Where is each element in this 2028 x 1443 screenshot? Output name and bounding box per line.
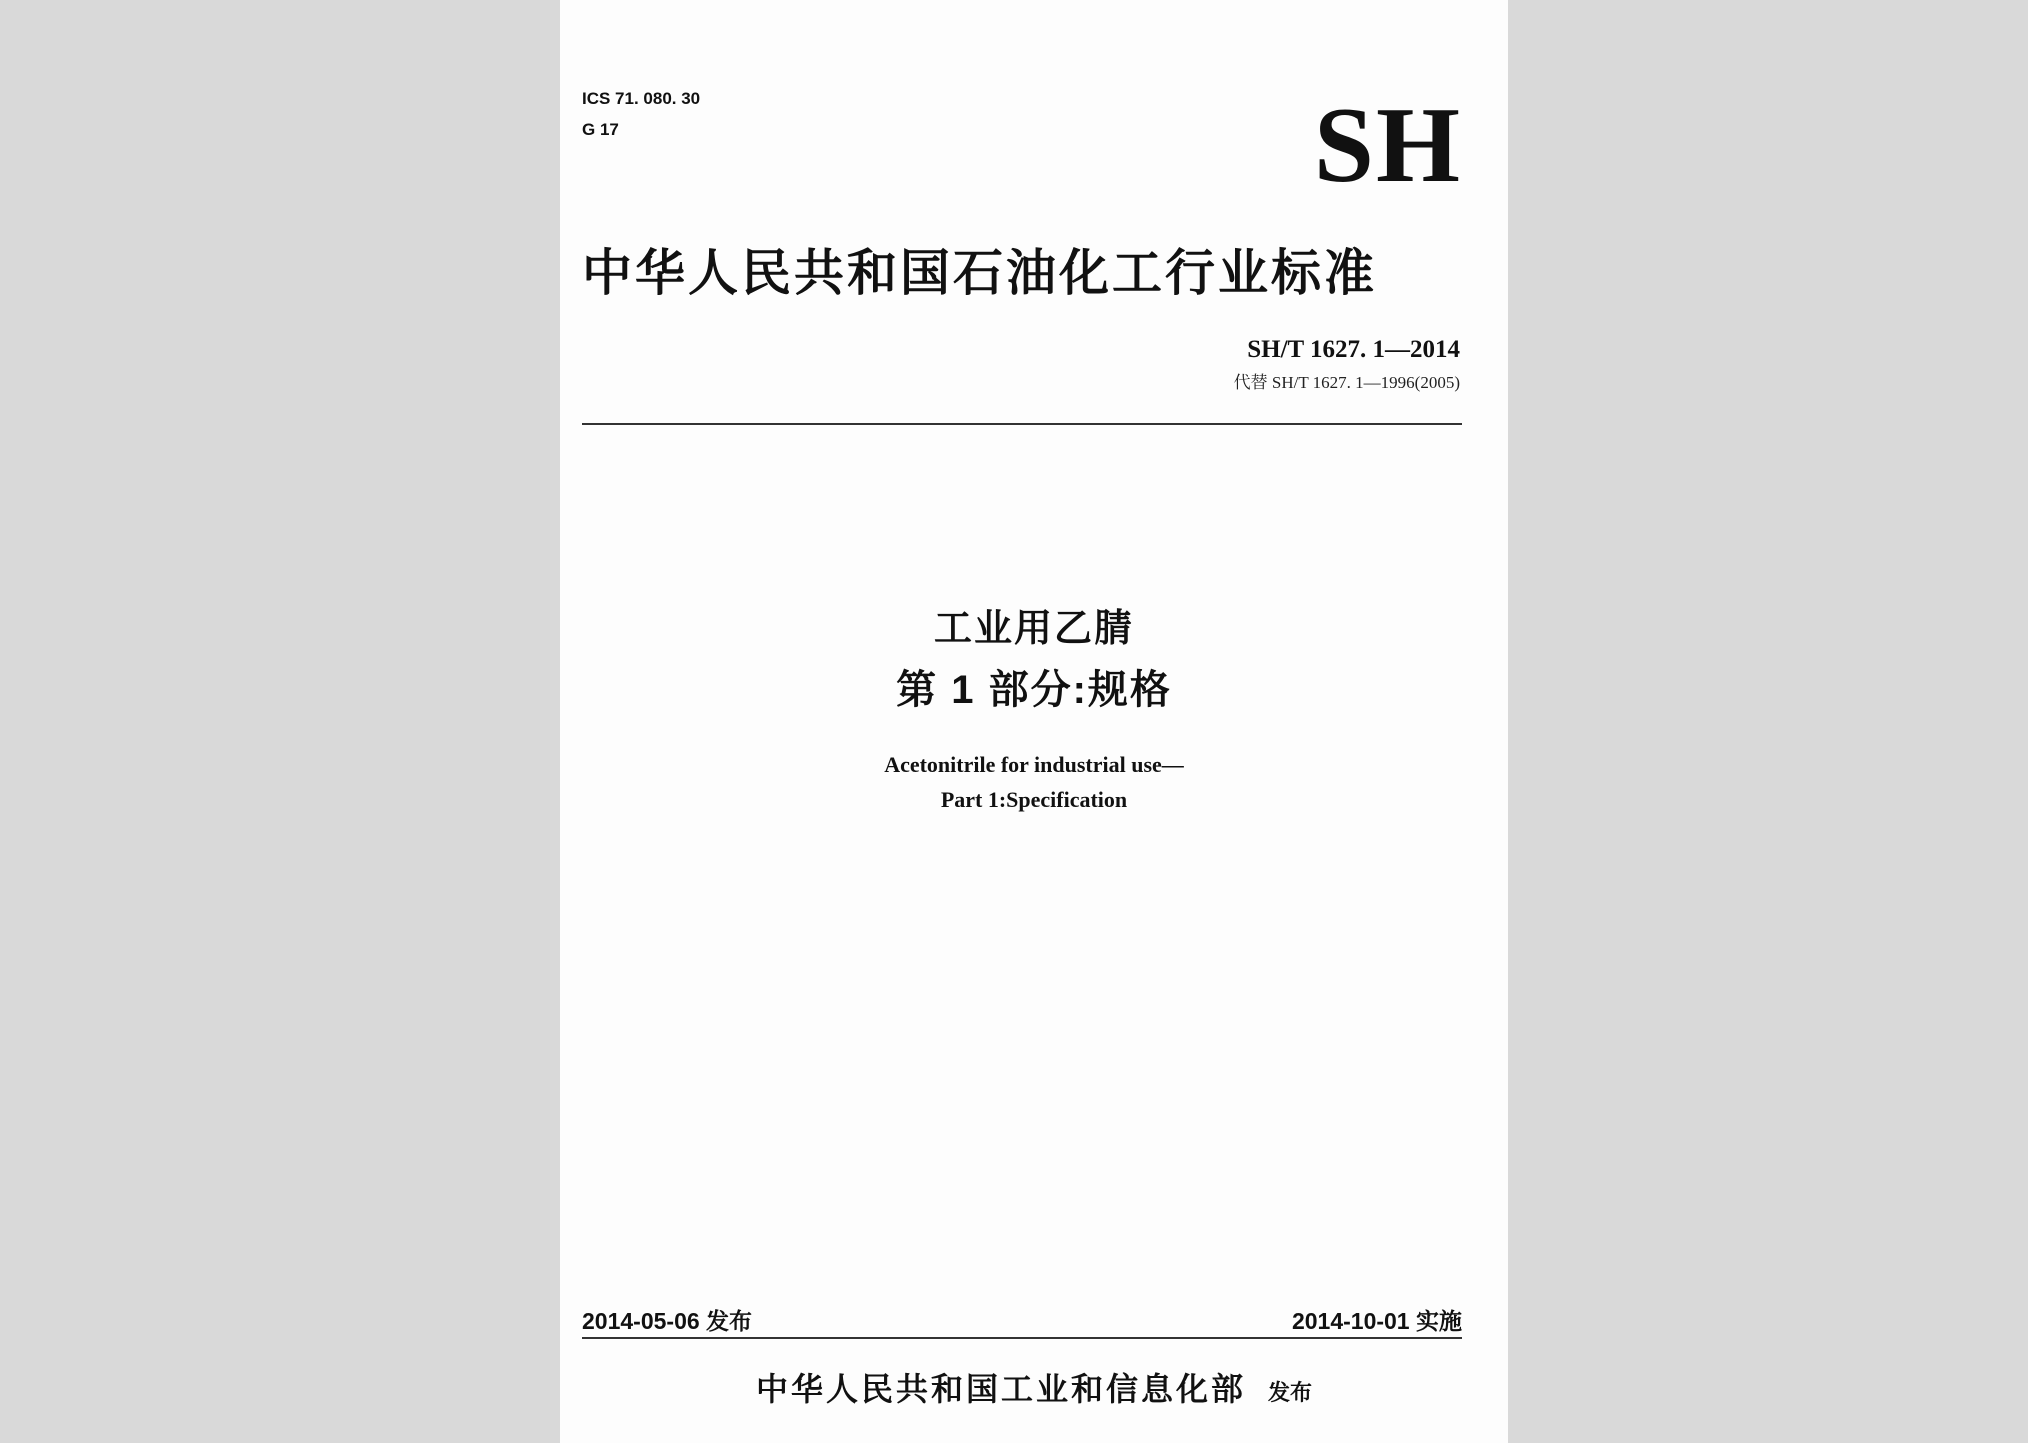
- ics-code: ICS 71. 080. 30: [582, 89, 701, 108]
- ccs-code: G 17: [582, 120, 619, 139]
- document-cover: [560, 0, 1508, 1443]
- title-en-line2: Part 1:Specification: [940, 787, 1128, 812]
- top-divider: [582, 423, 1462, 425]
- title-cn-line1: 工业用乙腈: [933, 608, 1134, 650]
- title-cn-line2: 第 1 部分:规格: [896, 668, 1172, 712]
- implementation-date: 2014-10-01 实施: [1291, 1308, 1462, 1334]
- publisher: [560, 1373, 1508, 1405]
- issue-date: 2014-05-06 发布: [582, 1308, 753, 1334]
- publisher-name: 中华人民共和国工业和信息化部: [755, 1371, 1246, 1407]
- publisher-verb: 发布: [1268, 1380, 1313, 1405]
- org-title: 中华人民共和国石油化工行业标准: [582, 245, 1377, 301]
- title-en-line1: Acetonitrile for industrial use—: [884, 752, 1184, 777]
- replaces-standard: 代替 SH/T 1627. 1—1996(2005): [1233, 373, 1460, 392]
- bottom-divider: [582, 1337, 1462, 1339]
- sh-logo: SH: [1313, 86, 1462, 205]
- standard-number: SH/T 1627. 1—2014: [1247, 336, 1460, 363]
